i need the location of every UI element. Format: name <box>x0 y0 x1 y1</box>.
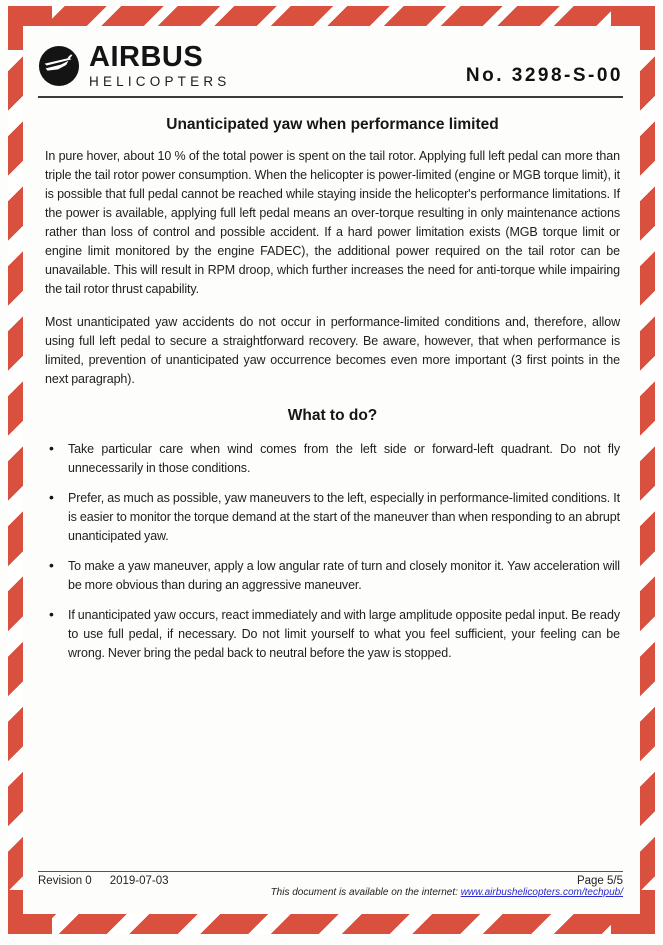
list-item-text: Take particular care when wind comes from the left side or forward-left quadrant. Do not fly unnecessarily in those conditions. <box>68 442 620 475</box>
hazard-border-bottom <box>8 914 655 934</box>
list-item <box>45 606 620 663</box>
page-title: Unanticipated yaw when performance limited <box>166 116 499 133</box>
sub-brand-text: HELICOPTERS <box>89 73 231 89</box>
hazard-corner-bottom-left <box>8 890 23 934</box>
hazard-border-right <box>640 6 655 934</box>
airbus-helicopters-logo <box>38 41 231 89</box>
document-number: No. 3298-S-00 <box>465 64 623 86</box>
footer-meta-row <box>38 871 623 887</box>
document-body <box>45 116 620 674</box>
bullet-icon: • <box>49 557 54 573</box>
list-item-text: To make a yaw maneuver, apply a low angular rate of turn and closely monitor it. Yaw acceleration will be more obvious than during an aggressive maneuver. <box>68 559 620 592</box>
page-number: Page 5/5 <box>576 875 623 887</box>
list-item <box>45 557 620 595</box>
document-header <box>38 41 623 98</box>
footer-availability-row <box>38 887 623 898</box>
hazard-border-left <box>8 6 23 934</box>
hazard-corner-top-right <box>640 6 655 50</box>
paragraph-1: In pure hover, about 10 % of the total power is spent on the tail rotor. Applying full left pedal can more than triple the tail rotor power consumption. When the helicopter is power-limited (engine or MGB torque limit), it is possible that full pedal cannot be reached while staying inside the helicopter's performance limitations. If the power is available, applying full left pedal means an over-torque resulting in only maintenance actions rather than loss of control and possible accident. If a hard power limitation exists (MGB torque limit or engine limit monitored by the engine FADEC), the additional power required on the tail rotor can be unavailable. This will result in RPM droop, which further increases the need for anti-torque while impairing the tail rotor thrust capability. <box>45 149 620 296</box>
brand-text: AIRBUS <box>89 41 204 73</box>
logo-wordmark <box>89 41 231 89</box>
section-heading-what-to-do: What to do? <box>287 407 378 424</box>
what-to-do-list <box>45 440 620 663</box>
revision-label: Revision 0 <box>38 875 92 887</box>
hazard-border-top <box>8 6 655 26</box>
footer-revision-block <box>38 875 169 887</box>
header-rule-row <box>38 41 623 98</box>
list-item-text: Prefer, as much as possible, yaw maneuvers to the left, especially in performance-limited conditions. It is easier to monitor the torque demand at the start of the maneuver than when responding to an abrupt unanticipated yaw. <box>68 491 620 543</box>
revision-date: 2019-07-03 <box>109 875 169 887</box>
paragraph-2: Most unanticipated yaw accidents do not occur in performance-limited conditions and, therefore, allow using full left pedal to secure a straightforward recovery. Be aware, however, that when performance is limited, prevention of unanticipated yaw occurrence becomes even more important (3 first points in the next paragraph). <box>45 315 620 386</box>
hazard-corner-top-left <box>8 6 23 50</box>
bullet-icon: • <box>49 440 54 456</box>
document-footer <box>38 871 623 898</box>
availability-note: This document is available on the internet: <box>270 887 461 898</box>
bullet-icon: • <box>49 489 54 505</box>
list-item-text: If unanticipated yaw occurs, react immediately and with large amplitude opposite pedal input. Be ready to use full pedal, if necessary. Do not limit yourself to what you feel sufficient, your feeling can be wrong. Never bring the pedal back to neutral before the yaw is stopped. <box>68 608 620 660</box>
bullet-icon: • <box>49 606 54 622</box>
list-item <box>45 489 620 546</box>
hazard-corner-bottom-right <box>640 890 655 934</box>
list-item <box>45 440 620 478</box>
techpub-link[interactable]: www.airbushelicopters.com/techpub/ <box>460 887 623 898</box>
helicopter-icon <box>38 45 80 87</box>
